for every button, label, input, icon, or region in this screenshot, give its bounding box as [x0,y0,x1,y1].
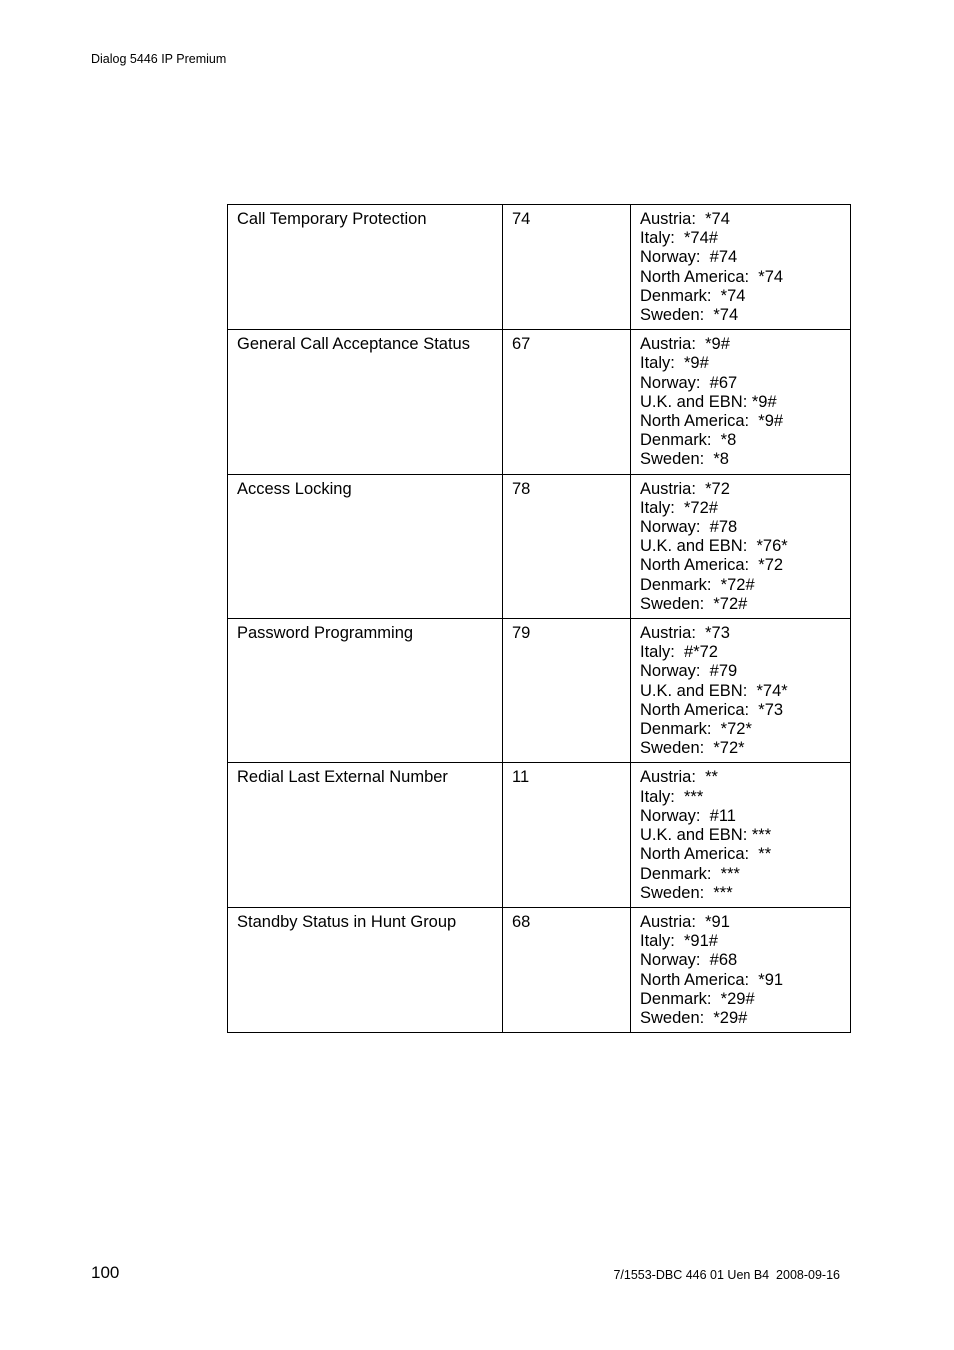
country-code-line: U.K. and EBN: *76* [640,537,788,556]
country-code-line: Sweden: *72* [640,739,745,758]
country-code-line: Austria: *74 [640,210,730,228]
country-code-line: Sweden: *74 [640,306,739,325]
country-code-line: Italy: *72# [640,498,718,517]
country-code-line: Denmark: *72# [640,575,755,594]
country-code-line: Austria: *72 [640,479,730,498]
country-code-line: Italy: *9# [640,354,709,373]
function-code-cell: 68 [503,907,631,1032]
document-id: 7/1553-DBC 446 01 Uen B4 2008-09-16 [613,1268,840,1282]
function-name-cell: General Call Acceptance Status [228,330,503,474]
country-code-line: Norway: #78 [640,518,738,537]
country-code-line: Italy: #*72 [640,643,718,662]
country-code-line: Sweden: *29# [640,1008,748,1027]
country-code-line: Austria: *73 [640,624,730,643]
function-code-table [227,204,851,1033]
country-code-line: Denmark: *29# [640,989,755,1008]
country-code-line: North America: *72 [640,556,784,575]
country-code-line: Norway: #68 [640,951,738,970]
function-code-cell: 67 [503,330,631,474]
country-codes-cell [631,205,851,330]
table-row [228,763,851,907]
function-name-cell: Redial Last External Number [228,763,503,907]
function-name-cell: Call Temporary Protection [228,205,503,330]
country-code-line: Sweden: *72# [640,594,748,613]
country-code-line: Italy: *** [640,787,704,806]
country-codes-cell [631,763,851,907]
country-code-line: Austria: ** [640,768,718,787]
function-name-cell: Standby Status in Hunt Group [228,907,503,1032]
country-code-line: Sweden: *** [640,883,733,902]
country-codes-cell [631,907,851,1032]
function-code-cell: 74 [503,205,631,330]
country-code-line: Denmark: *** [640,864,740,883]
function-name-cell: Access Locking [228,474,503,618]
page-number: 100 [91,1263,120,1282]
function-code-cell: 78 [503,474,631,618]
country-code-line: Italy: *91# [640,932,718,951]
table-row [228,619,851,763]
table-row [228,907,851,1032]
country-code-line: Denmark: *8 [640,431,737,450]
country-code-line: North America: *73 [640,700,784,719]
country-code-line: U.K. and EBN: *9# [640,392,777,411]
country-codes-cell [631,619,851,763]
country-code-line: Norway: #67 [640,373,738,392]
country-code-line: Denmark: *72* [640,720,752,739]
function-code-rows [228,205,851,1033]
country-code-line: Norway: #11 [640,806,736,825]
country-code-line: Austria: *91 [640,912,730,931]
country-code-line: North America: *74 [640,267,784,286]
running-header-title: Dialog 5446 IP Premium [91,52,227,66]
function-code-cell: 79 [503,619,631,763]
table-row [228,474,851,618]
country-code-line: North America: *9# [640,412,784,431]
country-code-line: Sweden: *8 [640,450,729,469]
table-row [228,330,851,474]
country-codes-cell [631,330,851,474]
country-code-line: Denmark: *74 [640,286,746,305]
country-code-line: U.K. and EBN: *74* [640,681,788,700]
table-row [228,205,851,330]
function-name-cell: Password Programming [228,619,503,763]
country-code-line: U.K. and EBN: *** [640,826,772,845]
country-code-line: North America: *91 [640,970,784,989]
country-code-line: Austria: *9# [640,335,730,354]
country-code-line: Italy: *74# [640,229,718,248]
function-code-cell: 11 [503,763,631,907]
country-code-line: Norway: #79 [640,662,738,681]
country-code-line: North America: ** [640,845,772,864]
country-code-line: Norway: #74 [640,248,738,267]
country-codes-cell [631,474,851,618]
